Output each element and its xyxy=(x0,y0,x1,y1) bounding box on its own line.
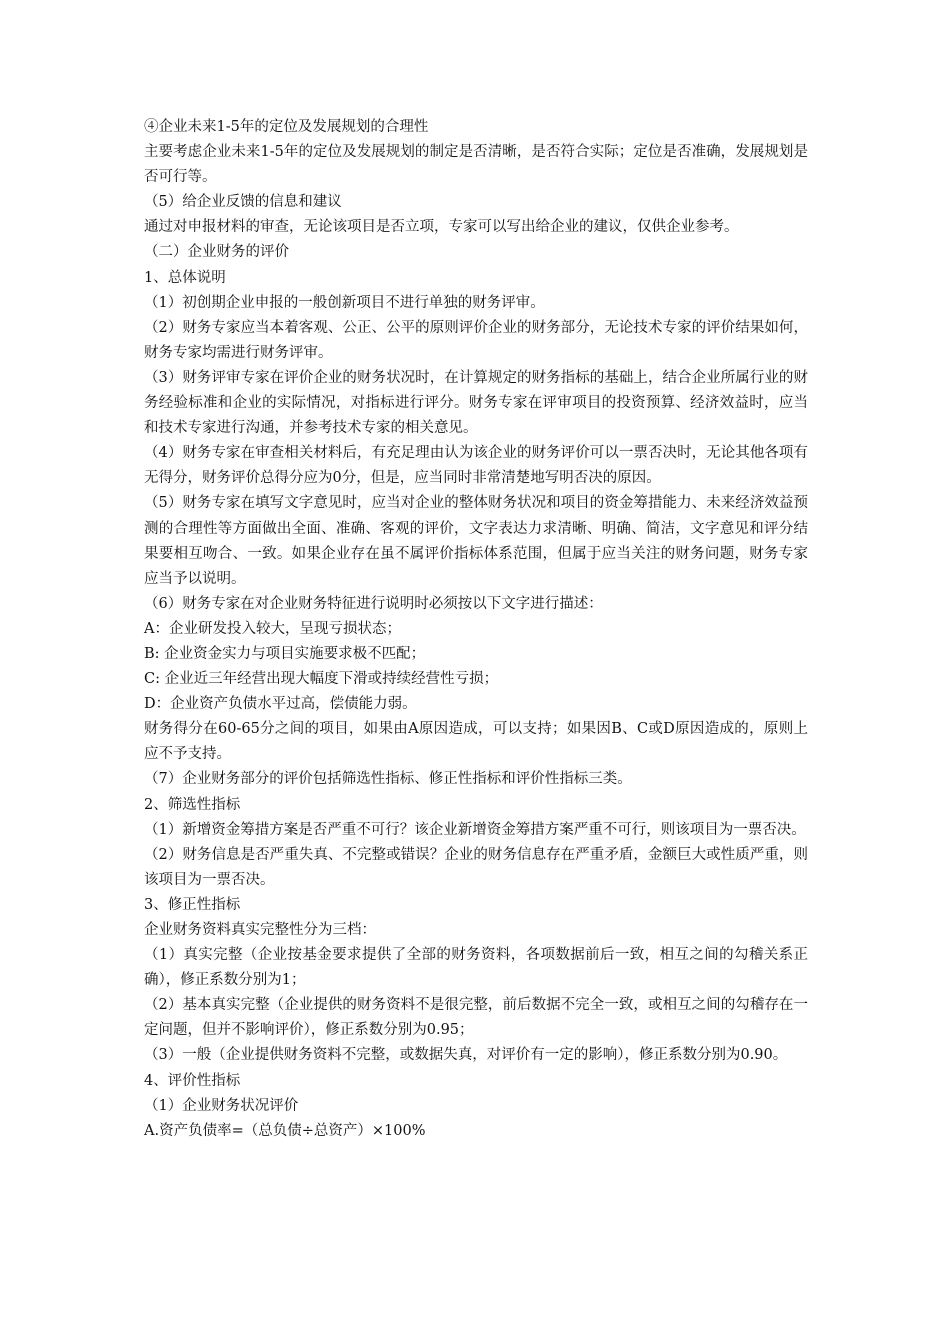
paragraph: ④企业未来1-5年的定位及发展规划的合理性 xyxy=(144,119,429,135)
paragraph: （1）真实完整（企业按基金要求提供了全部的财务资料，各项数据前后一致，相互之间的勾稽关系正确），修正系数分别为1； xyxy=(144,947,808,989)
paragraph: 企业财务资料真实完整性分为三档： xyxy=(144,922,376,938)
paragraph: （1）企业财务状况评价 xyxy=(144,1097,299,1114)
paragraph: （6）财务专家在对企业财务特征进行说明时必须按以下文字进行描述： xyxy=(144,595,603,612)
paragraph: （5）财务专家在填写文字意见时，应当对企业的整体财务状况和项目的资金筹措能力、未来经济效益预测的合理性等方面做出全面、准确、客观的评价，文字表达力求清晰、明确、简洁，文字意见和评分结果要相互吻合、一致。如果企业存在虽不属评价指标体系范围，但属于应当关注的财务问题，财务专家应当予以说明。 xyxy=(144,495,808,587)
paragraph: （1）新增资金筹措方案是否严重不可行？该企业新增资金筹措方案严重不可行，则该项目为一票否决。 xyxy=(144,821,806,838)
formula-line: A.资产负债率=（总负债÷总资产）×100% xyxy=(144,1122,426,1139)
paragraph: （2）财务专家应当本着客观、公正、公平的原则评价企业的财务部分，无论技术专家的评价结果如何，财务专家均需进行财务评审。 xyxy=(144,319,808,361)
subsection-heading: 4、评价性指标 xyxy=(144,1072,241,1089)
list-item: D：企业资产负债水平过高，偿债能力弱。 xyxy=(144,696,417,713)
paragraph: （2）财务信息是否严重失真、不完整或错误？企业的财务信息存在严重矛盾，金额巨大或性质严重，则该项目为一票否决。 xyxy=(144,846,808,888)
paragraph: （3）财务评审专家在评价企业的财务状况时，在计算规定的财务指标的基础上，结合企业所属行业的财务经验标准和企业的实际情况，对指标进行评分。财务专家在评审项目的投资预算、经济效益时，应当和技术专家进行沟通，并参考技术专家的相关意见。 xyxy=(144,369,808,437)
paragraph: （1）初创期企业申报的一般创新项目不进行单独的财务评审。 xyxy=(144,294,545,311)
paragraph: （5）给企业反馈的信息和建议 xyxy=(144,194,342,211)
section-heading: （二）企业财务的评价 xyxy=(144,244,289,261)
paragraph: 通过对申报材料的审查，无论该项目是否立项，专家可以写出给企业的建议，仅供企业参考。 xyxy=(144,219,739,236)
subsection-heading: 1、总体说明 xyxy=(144,269,226,286)
paragraph: 主要考虑企业未来1-5年的定位及发展规划的制定是否清晰，是否符合实际；定位是否准确，发展规划是否可行等。 xyxy=(144,144,808,186)
paragraph: （7）企业财务部分的评价包括筛选性指标、修正性指标和评价性指标三类。 xyxy=(144,771,632,788)
list-item: C: 企业近三年经营出现大幅度下滑或持续经营性亏损； xyxy=(144,671,499,688)
paragraph: （3）一般（企业提供财务资料不完整，或数据失真，对评价有一定的影响），修正系数分别为0.90。 xyxy=(144,1047,788,1064)
subsection-heading: 3、修正性指标 xyxy=(144,896,241,913)
document-body xyxy=(144,115,808,1144)
paragraph: （4）财务专家在审查相关材料后，有充足理由认为该企业的财务评价可以一票否决时，无论其他各项有无得分，财务评价总得分应为0分，但是，应当同时非常清楚地写明否决的原因。 xyxy=(144,445,808,487)
list-item: A：企业研发投入较大，呈现亏损状态； xyxy=(144,620,401,637)
list-item: B: 企业资金实力与项目实施要求极不匹配； xyxy=(144,645,426,662)
paragraph: 财务得分在60-65分之间的项目，如果由A原因造成，可以支持；如果因B、C或D原因造成的，原则上应不予支持。 xyxy=(144,721,808,763)
subsection-heading: 2、筛选性指标 xyxy=(144,796,241,813)
paragraph: （2）基本真实完整（企业提供的财务资料不是很完整，前后数据不完全一致，或相互之间的勾稽存在一定问题，但并不影响评价），修正系数分别为0.95； xyxy=(144,997,808,1039)
